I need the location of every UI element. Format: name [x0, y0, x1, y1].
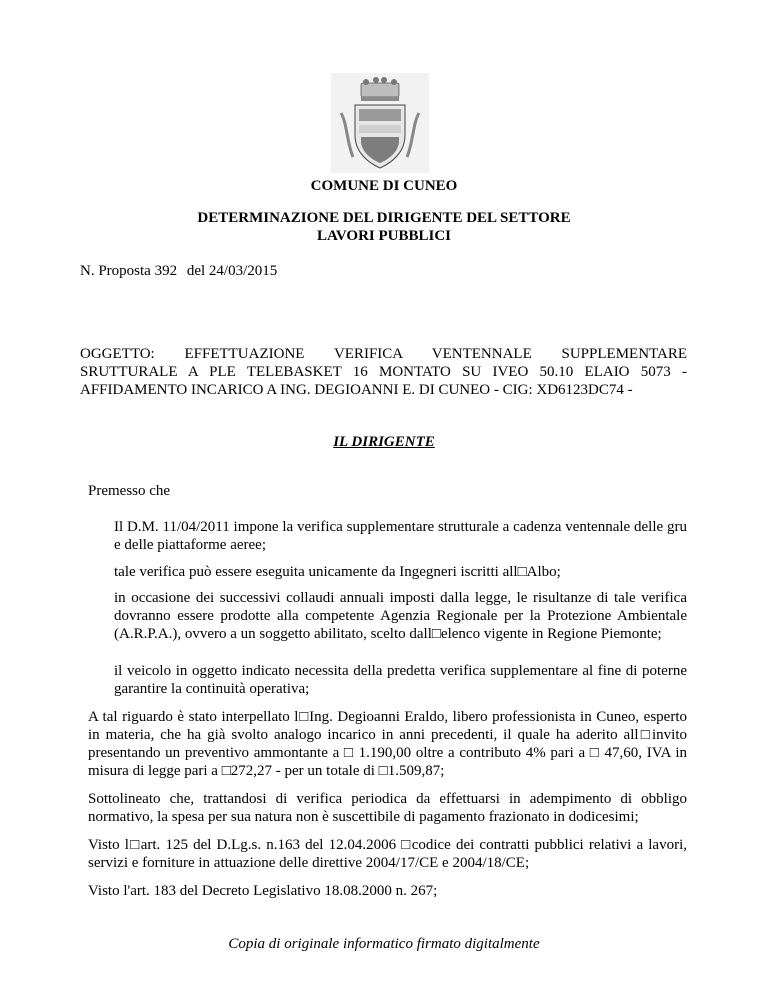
proposal-date: del 24/03/2015 [186, 263, 278, 279]
proposal-number: N. Proposta 392 [80, 263, 178, 279]
paragraph-interpellato [88, 708, 687, 780]
paragraph-text: Visto l'art. 183 del Decreto Legislativo 18.08.2000 n. 267; [88, 883, 438, 899]
section-title: IL DIRIGENTE [333, 434, 435, 450]
paragraph-text: il veicolo in oggetto indicato necessita della predetta verifica supplementare al fine di poterne garantire la continuità operativa; [114, 663, 687, 697]
paragraph-collaudi [114, 589, 687, 643]
paragraph-text: in occasione dei successivi collaudi annuali imposti dalla legge, le risultanze di tale verifica dovranno essere prodotte alla competente Agenzia Regionale per la Protezione Ambientale (A.R.P.A.), ovvero a un soggetto abilitato, scelto dall□elenco vigente in Regione Piemonte; [114, 590, 687, 642]
premesso-heading: Premesso che [88, 483, 171, 499]
subject-line1: OGGETTO: EFFETTUAZIONE VERIFICA VENTENNALE SUPPLEMENTARE [80, 346, 687, 362]
determination-title-line1: DETERMINAZIONE DEL DIRIGENTE DEL SETTORE [197, 210, 571, 226]
paragraph-text: A tal riguardo è stato interpellato l□Ing. Degioanni Eraldo, libero professionista in Cuneo, esperto in materia, che ha già svolto analogo incarico in anni precedenti, il quale ha aderito all□invito presentando un preventivo ammontante a □ 1.190,00 oltre a contributo 4% pari a □ 47,60, IVA in misura di legge pari a □272,27 - per un totale di □1.509,87; [88, 709, 687, 779]
paragraph-text: Sottolineato che, trattandosi di verifica periodica da effettuarsi in adempimento di obbligo normativo, la spesa per sua natura non è suscettibile di pagamento frazionato in dodicesimi; [88, 791, 687, 825]
paragraph-dm [114, 518, 687, 554]
subject-block [80, 345, 687, 399]
paragraph-sottolineato [88, 790, 687, 826]
paragraph-visto-art183 [88, 882, 687, 900]
municipality-name: COMUNE DI CUNEO [310, 178, 458, 194]
paragraph-veicolo [114, 662, 687, 698]
paragraph-text: tale verifica può essere eseguita unicamente da Ingegneri iscritti all□Albo; [114, 564, 561, 580]
subject-line2: SRUTTURALE A PLE TELEBASKET 16 MONTATO SU IVEO 50.10 ELAIO 5073 - [80, 364, 687, 380]
digital-signature-note: Copia di originale informatico firmato digitalmente [228, 936, 540, 952]
determination-title-line2: LAVORI PUBBLICI [316, 228, 452, 244]
proposal-line [80, 262, 283, 280]
subject-line3: AFFIDAMENTO INCARICO A ING. DEGIOANNI E. DI CUNEO - CIG: XD6123DC74 - [80, 382, 633, 398]
paragraph-text: Il D.M. 11/04/2011 impone la verifica supplementare strutturale a cadenza ventennale delle gru e delle piattaforme aeree; [114, 519, 687, 553]
paragraph-verifica [114, 563, 687, 581]
coat-of-arms-icon [331, 73, 429, 173]
paragraph-visto-art125 [88, 836, 687, 872]
paragraph-text: Visto l□art. 125 del D.Lg.s. n.163 del 12.04.2006 □codice dei contratti pubblici relativi a lavori, servizi e forniture in attuazione delle direttive 2004/17/CE e 2004/18/CE; [88, 837, 687, 871]
